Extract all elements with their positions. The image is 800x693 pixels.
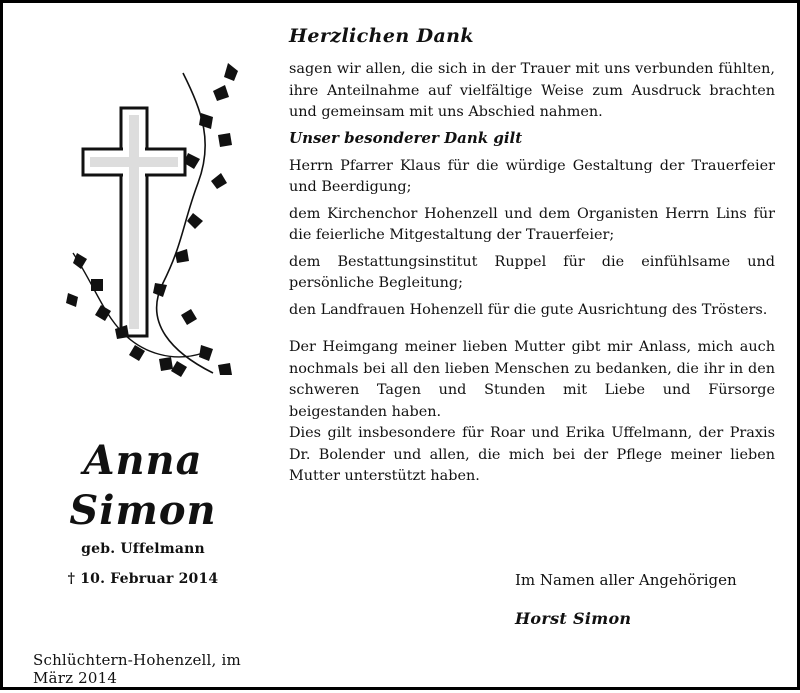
cross-icon (63, 53, 263, 383)
deceased-first-name: Anna (83, 437, 203, 484)
heading: Herzlichen Dank (289, 25, 474, 47)
thanks-item: Herrn Pfarrer Klaus für die würdige Gestaltung der Trauerfeier und Beerdigung; (289, 157, 775, 195)
signature-name: Horst Simon (515, 609, 632, 628)
intro-text: sagen wir allen, die sich in der Trauer mit uns verbunden fühlten, ihre Anteilnahme auf vielfältige Weise zum Ausdruck brachten und gemeinsam mit uns Abschied nahmen. (289, 61, 775, 120)
memorial-column (3, 3, 283, 693)
special-thanks-heading: Unser besonderer Dank gilt (289, 128, 523, 147)
thanks-item: den Landfrauen Hohenzell für die gute Ausrichtung des Trösters. (289, 301, 768, 318)
deceased-last-name: Simon (69, 487, 217, 534)
thanks-item: dem Bestattungsinstitut Ruppel für die einfühlsame und persönliche Begleitung; (289, 253, 775, 291)
thanks-item: dem Kirchenchor Hohenzell und dem Organisten Herrn Lins für die feierliche Mitgestaltung der Trauerfeier; (289, 205, 775, 243)
closing-paragraph: Dies gilt insbesondere für Roar und Erika Uffelmann, der Praxis Dr. Bolender und allen, die mich bei der Pflege meiner lieben Mutter unterstützt haben. (289, 425, 775, 484)
deceased-birth-name: geb. Uffelmann (81, 541, 205, 557)
place-date: Schlüchtern-Hohenzell, im März 2014 (33, 651, 241, 687)
closing-paragraph: Der Heimgang meiner lieben Mutter gibt mir Anlass, mich auch nochmals bei all den lieben Menschen zu bedanken, die ihr in den schweren Tagen und Stunden mit Liebe und Fürsorge beigestanden haben. (289, 339, 775, 420)
death-date: † 10. Februar 2014 (67, 571, 219, 587)
signature-line: Im Namen aller Angehörigen (515, 571, 737, 589)
thanks-column (289, 25, 775, 493)
